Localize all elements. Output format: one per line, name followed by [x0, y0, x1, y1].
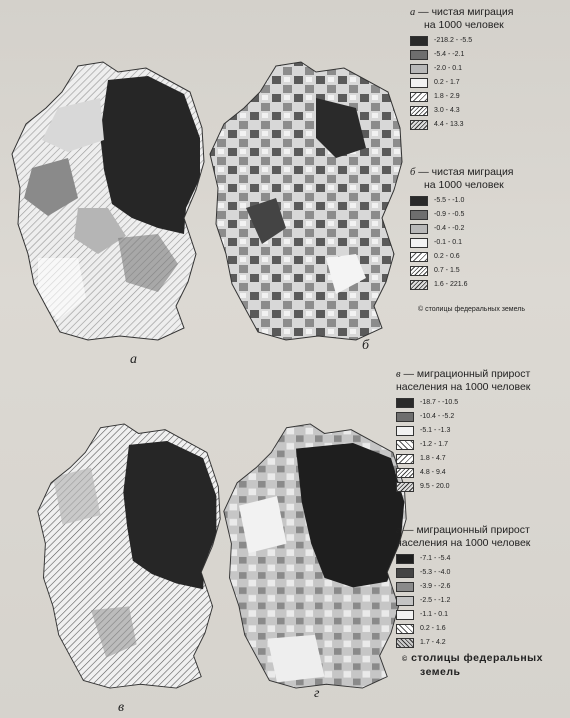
- legend-row: [410, 104, 560, 118]
- legend-row: [396, 424, 561, 438]
- legend-label: -3.9 - -2.6: [420, 583, 451, 590]
- legend-label: 3.0 - 4.3: [434, 107, 460, 114]
- legend-swatch: [410, 210, 428, 220]
- legend-swatch: [410, 64, 428, 74]
- legend-label: 1.6 - 221.6: [434, 281, 468, 288]
- legend-b-rows: [410, 194, 565, 292]
- legend-swatch: [396, 398, 414, 408]
- legend-b-title: [410, 166, 565, 191]
- legend-label: 0.2 - 1.7: [434, 79, 460, 86]
- legend-row: [410, 76, 560, 90]
- legend-label: 4.4 - 13.3: [434, 121, 464, 128]
- legend-swatch: [396, 638, 414, 648]
- legend-swatch: [410, 224, 428, 234]
- legend-swatch: [396, 440, 414, 450]
- legend-g-title-line1: — миграционный прирост: [403, 524, 530, 536]
- map-v-svg: [34, 420, 224, 692]
- legend-swatch: [410, 238, 428, 248]
- legend-swatch: [396, 454, 414, 464]
- legend-g-rows: [396, 552, 561, 650]
- map-g-svg: [220, 420, 410, 692]
- legend-swatch: [396, 482, 414, 492]
- legend-label: -7.1 - -5.4: [420, 555, 451, 562]
- map-b-svg: [206, 58, 406, 344]
- legend-row: [410, 278, 565, 292]
- legend-v: [396, 368, 561, 494]
- legend-swatch: [396, 582, 414, 592]
- legend-label: -0.1 - 0.1: [434, 239, 463, 246]
- legend-b-title-line2: на 1000 человек: [424, 179, 504, 191]
- map-v: [34, 420, 224, 692]
- legend-g-letter: г: [396, 525, 401, 536]
- caption-v: в: [118, 700, 125, 715]
- legend-label: -2.5 - -1.2: [420, 597, 451, 604]
- legend-label: 0.7 - 1.5: [434, 267, 460, 274]
- legend-g-title-line2: населения на 1000 человек: [396, 537, 531, 549]
- legend-v-title: [396, 368, 561, 393]
- legend-g-capital-note-1: столицы федеральных: [411, 652, 543, 664]
- caption-g: г: [314, 686, 320, 701]
- legend-a-title-line2: на 1000 человек: [424, 19, 504, 31]
- legend-row: [410, 222, 565, 236]
- legend-row: [396, 396, 561, 410]
- legend-label: -0.9 - -0.5: [434, 211, 465, 218]
- legend-label: -5.5 - -1.0: [434, 197, 465, 204]
- legend-row: [410, 208, 565, 222]
- legend-row: [396, 480, 561, 494]
- legend-g: [396, 524, 561, 650]
- legend-swatch: [410, 50, 428, 60]
- legend-swatch: [396, 596, 414, 606]
- legend-swatch: [410, 92, 428, 102]
- legend-label: 0.2 - 0.6: [434, 253, 460, 260]
- legend-v-rows: [396, 396, 561, 494]
- legend-swatch: [410, 266, 428, 276]
- legend-label: -218.2 - -5.5: [434, 37, 473, 44]
- legend-swatch: [396, 610, 414, 620]
- legend-row: [410, 194, 565, 208]
- map-a-svg: [8, 58, 208, 344]
- legend-label: 1.7 - 4.2: [420, 639, 446, 646]
- legend-swatch: [410, 78, 428, 88]
- legend-label: 1.8 - 4.7: [420, 455, 446, 462]
- legend-swatch: [410, 120, 428, 130]
- legend-swatch: [410, 196, 428, 206]
- caption-b: б: [362, 338, 370, 353]
- legend-swatch: [396, 554, 414, 564]
- legend-swatch: [410, 252, 428, 262]
- legend-label: 4.8 - 9.4: [420, 469, 446, 476]
- legend-v-title-line1: — миграционный прирост: [403, 368, 531, 380]
- legend-row: [396, 594, 561, 608]
- legend-row: [410, 264, 565, 278]
- legend-a-letter: а: [410, 7, 416, 18]
- legend-swatch: [396, 624, 414, 634]
- legend-g-capital-note: [402, 652, 543, 679]
- legend-row: [410, 250, 565, 264]
- legend-swatch: [410, 280, 428, 290]
- legend-label: -5.3 - -4.0: [420, 569, 451, 576]
- legend-row: [410, 236, 565, 250]
- legend-b: [410, 166, 565, 292]
- legend-swatch: [410, 36, 428, 46]
- legend-label: -10.4 - -5.2: [420, 413, 455, 420]
- legend-a: [410, 6, 560, 132]
- legend-v-title-line2: населения на 1000 человек: [396, 381, 531, 393]
- legend-row: [396, 566, 561, 580]
- legend-label: -1.1 - 0.1: [420, 611, 449, 618]
- legend-a-title-line1: — чистая миграция: [418, 6, 514, 18]
- caption-a: а: [130, 352, 137, 367]
- legend-swatch: [396, 412, 414, 422]
- legend-row: [410, 90, 560, 104]
- map-a: [8, 58, 208, 344]
- legend-row: [396, 466, 561, 480]
- legend-swatch: [410, 106, 428, 116]
- legend-g-title: [396, 524, 561, 549]
- legend-row: [396, 580, 561, 594]
- legend-a-title: [410, 6, 560, 31]
- legend-a-rows: [410, 34, 560, 132]
- legend-label: 0.2 - 1.6: [420, 625, 446, 632]
- legend-swatch: [396, 568, 414, 578]
- map-g: [220, 420, 410, 692]
- legend-swatch: [396, 426, 414, 436]
- capital-marker-icon: ©: [402, 656, 408, 663]
- legend-row: [396, 452, 561, 466]
- legend-row: [396, 552, 561, 566]
- legend-row: [396, 608, 561, 622]
- legend-label: -5.1 - -1.3: [420, 427, 451, 434]
- legend-row: [410, 118, 560, 132]
- legend-label: -18.7 - -10.5: [420, 399, 459, 406]
- map-b: [206, 58, 406, 344]
- legend-v-letter: в: [396, 369, 401, 380]
- legend-label: 1.8 - 2.9: [434, 93, 460, 100]
- legend-label: 9.5 - 20.0: [420, 483, 450, 490]
- legend-row: [396, 438, 561, 452]
- legend-row: [410, 62, 560, 76]
- legend-row: [410, 48, 560, 62]
- legend-b-capital-note: © столицы федеральных земель: [418, 306, 526, 313]
- legend-row: [396, 636, 561, 650]
- legend-b-title-line1: — чистая миграция: [418, 166, 514, 178]
- legend-row: [396, 622, 561, 636]
- legend-row: [396, 410, 561, 424]
- legend-row: [410, 34, 560, 48]
- legend-g-capital-note-2: земель: [420, 666, 461, 678]
- legend-label: -1.2 - 1.7: [420, 441, 449, 448]
- legend-label: -5.4 - -2.1: [434, 51, 465, 58]
- legend-b-letter: б: [410, 167, 416, 178]
- legend-label: -2.0 - 0.1: [434, 65, 463, 72]
- legend-swatch: [396, 468, 414, 478]
- legend-label: -0.4 - -0.2: [434, 225, 465, 232]
